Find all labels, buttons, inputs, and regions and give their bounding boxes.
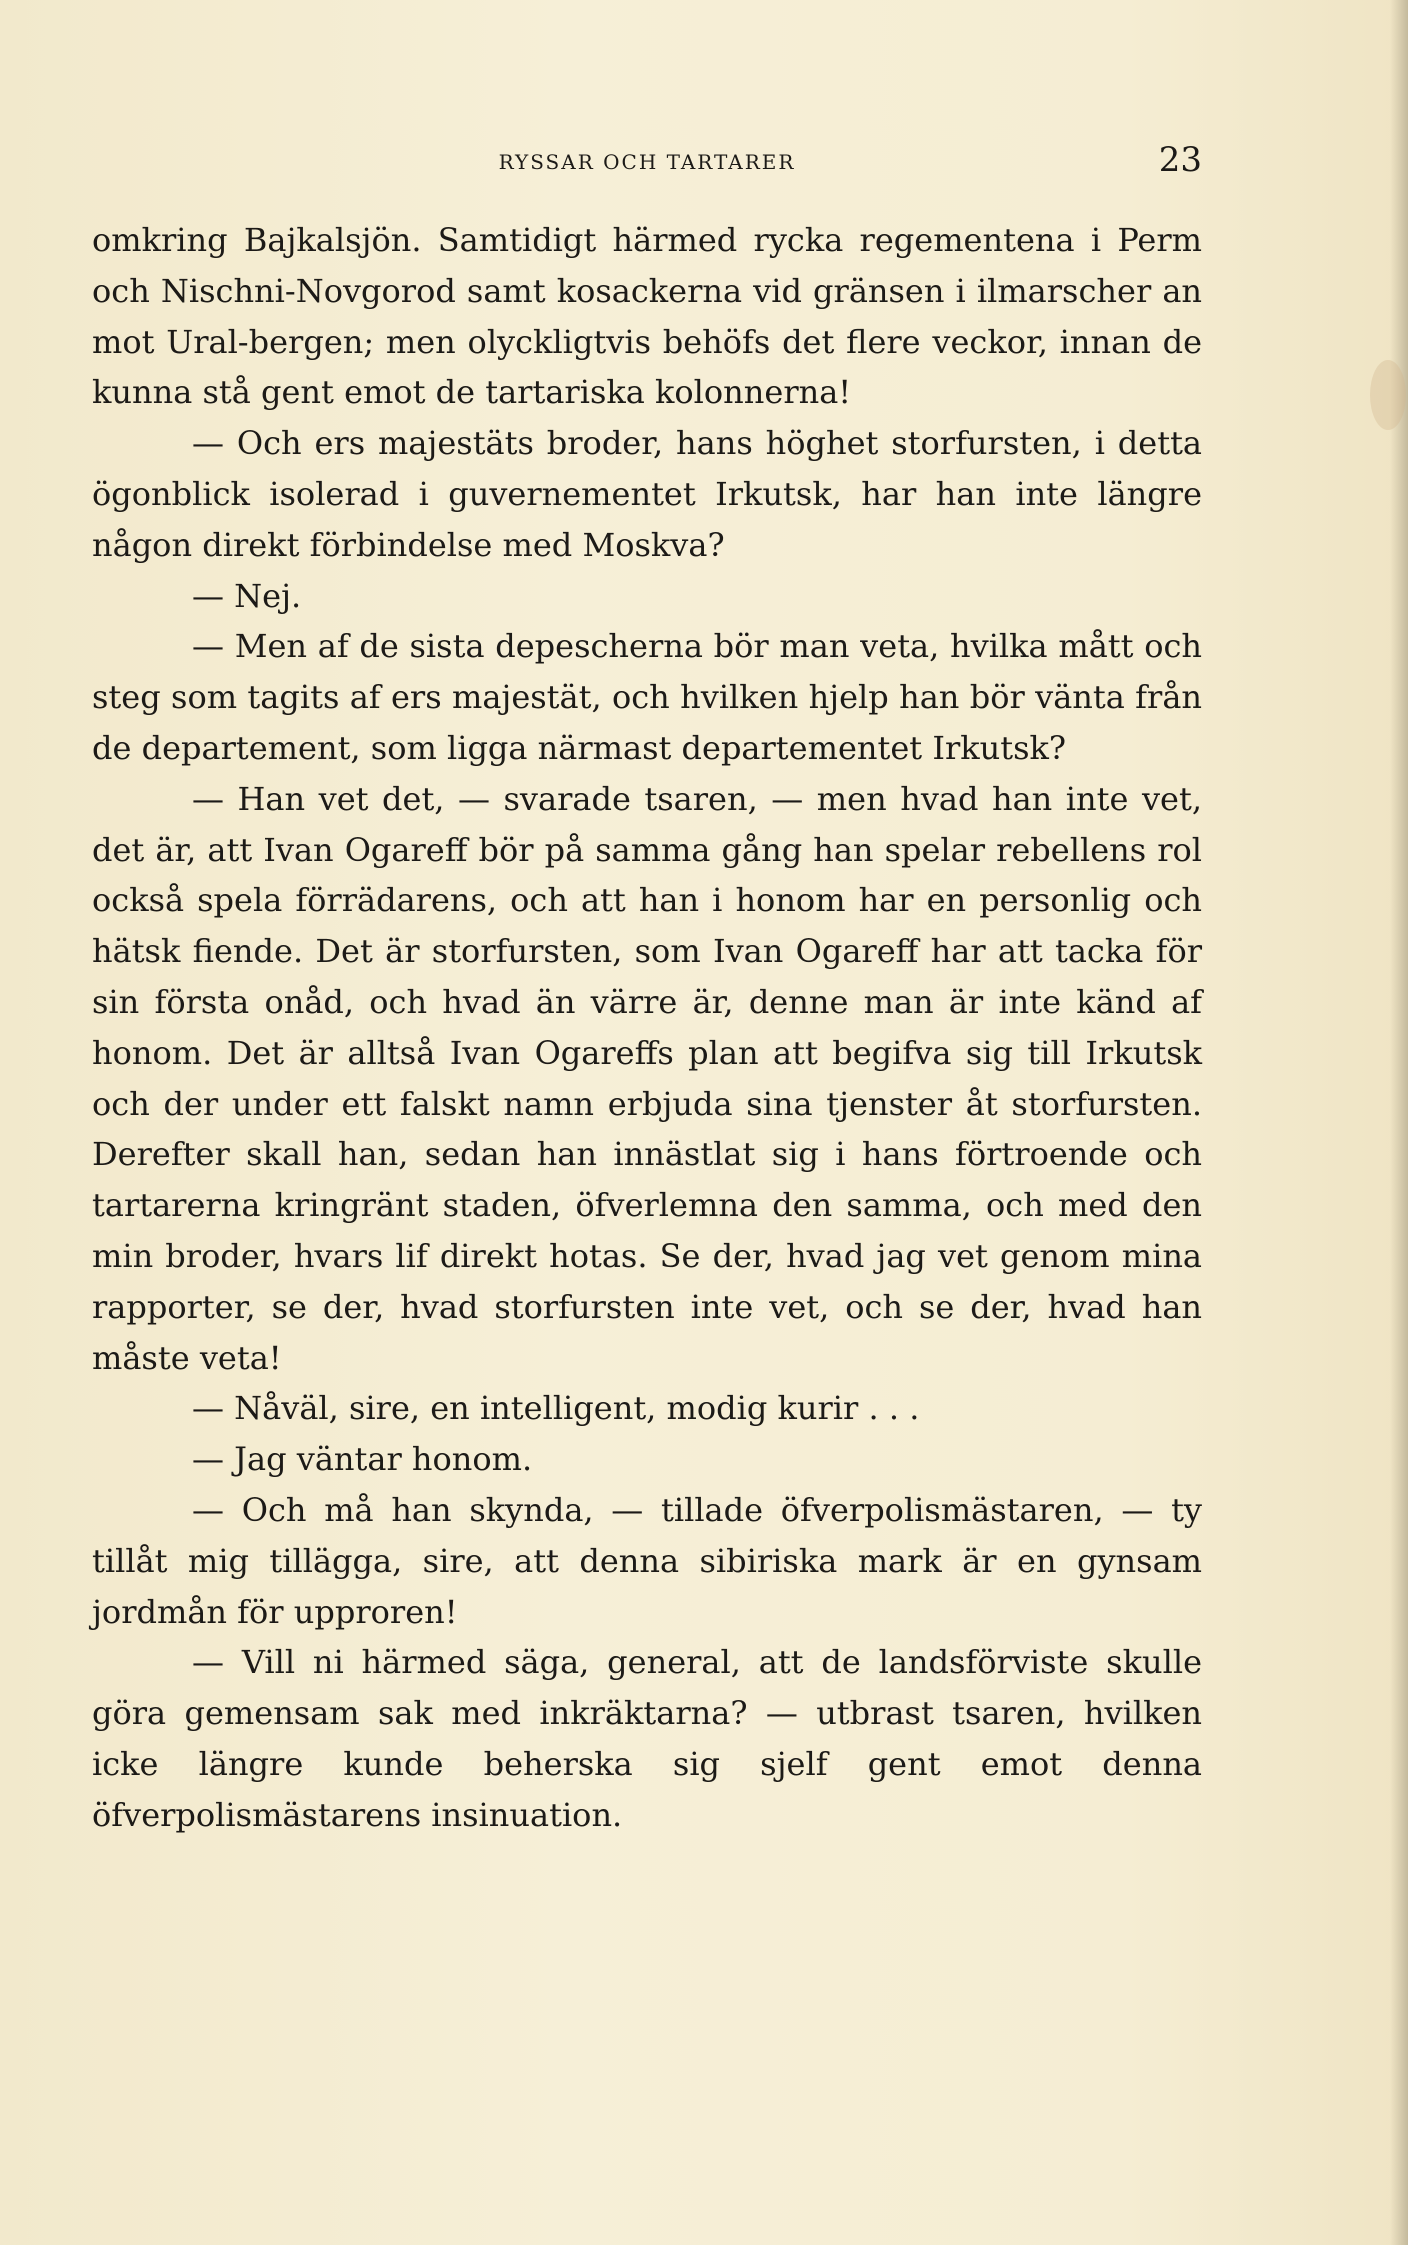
paragraph: — Och ers majestäts broder, hans höghet storfursten, i detta ögonblick isolerad i guvernementet Irkutsk, har han inte längre någon direkt förbindelse med Moskva?: [92, 424, 1202, 564]
page-edge-shadow: [1390, 0, 1408, 2245]
body-text: [92, 215, 1202, 1841]
running-title: RYSSAR OCH TARTARER: [498, 150, 796, 174]
paragraph: — Jag väntar honom.: [192, 1440, 533, 1479]
paragraph: — Men af de sista depescherna bör man veta, hvilka mått och steg som tagits af ers majestät, och hvilken hjelp han bör vänta från de departement, som ligga närmast departementet Irkutsk?: [92, 627, 1202, 767]
paragraph: — Han vet det, — svarade tsaren, — men hvad han inte vet, det är, att Ivan Ogareff bör på samma gång han spelar rebellens rol också spela förrädarens, och att han i honom har en personlig och hätsk fiende. Det är storfursten, som Ivan Ogareff har att tacka för sin första onåd, och hvad än värre är, denne man är inte känd af honom. Det är alltså Ivan Ogareffs plan att begifva sig till Irkutsk och der under ett falskt namn erbjuda sina tjenster åt storfursten. Derefter skall han, sedan han innästlat sig i hans förtroende och tartarerna kringränt staden, öfverlemna den samma, och med den min broder, hvars lif direkt hotas. Se der, hvad jag vet genom mina rapporter, se der, hvad storfursten inte vet, och se der, hvad han måste veta!: [92, 779, 1202, 1377]
paragraph: — Vill ni härmed säga, general, att de landsförviste skulle göra gemensam sak med inkräktarna? — utbrast tsaren, hvilken icke längre kunde beherska sig sjelf gent emot denna öfverpolismästarens insinuation.: [92, 1643, 1202, 1834]
running-head: [92, 140, 1202, 190]
paragraph: — Och må han skynda, — tillade öfverpolismästaren, — ty tillåt mig tillägga, sire, att denna sibiriska mark är en gynsam jordmån för upproren!: [92, 1490, 1202, 1631]
paper-stain: [1370, 360, 1406, 430]
paragraph: omkring Bajkalsjön. Samtidigt härmed rycka regementena i Perm och Nischni-Novgorod samt kosackerna vid gränsen i ilmarscher an mot Ural-bergen; men olyckligtvis behöfs det flere veckor, innan de kunna stå gent emot de tartariska kolonnerna!: [92, 221, 1202, 412]
page-number: 23: [1158, 140, 1202, 180]
paragraph: — Nej.: [192, 576, 302, 615]
paragraph: — Nåväl, sire, en intelligent, modig kurir . . .: [192, 1389, 920, 1428]
